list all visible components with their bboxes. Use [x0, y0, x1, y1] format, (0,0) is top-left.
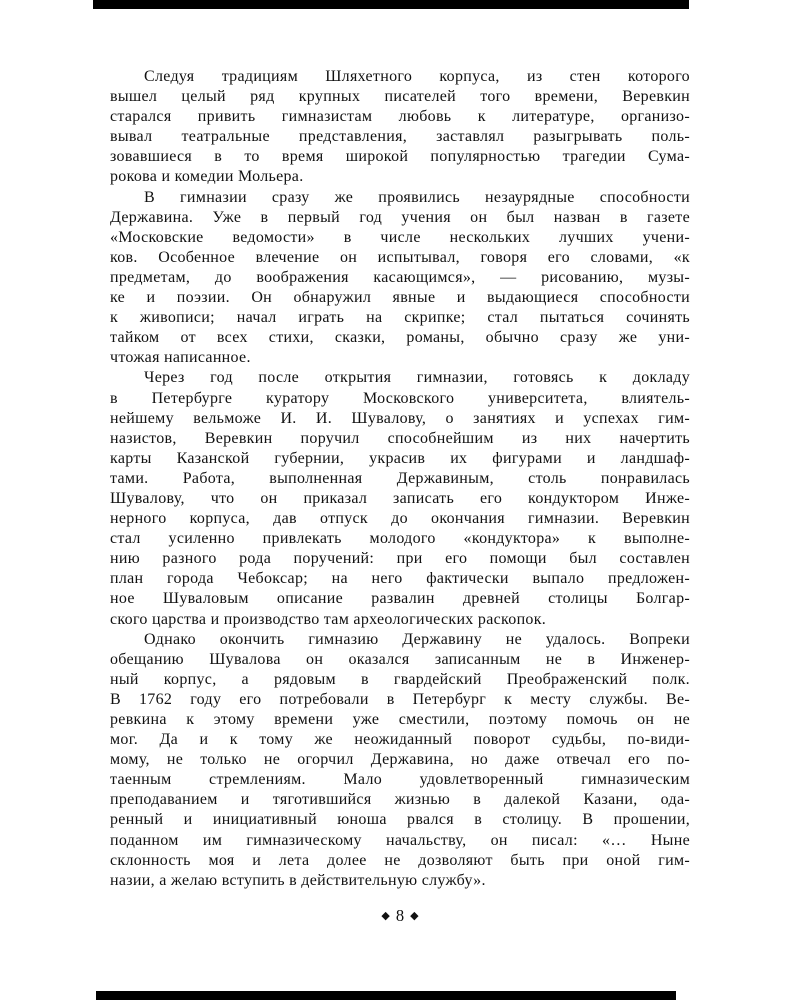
text-line: Шувалову, что он приказал записать его кондуктором Инже-	[110, 489, 690, 507]
text-line: ке и поэзии. Он обнаружил явные и выдающиеся способности	[110, 289, 690, 307]
text-line: Следуя традициям Шляхетного корпуса, из стен которого	[144, 68, 690, 85]
text-line: ского царства и производство там археологических раскопок.	[110, 610, 547, 628]
text-line: поданном им гимназическому начальству, он писал: «… Ныне	[110, 831, 690, 849]
text-line: Державина. Уже в первый год учения он был назван в газете	[110, 208, 690, 226]
text-line: рокова и комедии Мольера.	[110, 168, 304, 186]
text-line: план города Чебоксар; на него фактически выпало предложен-	[110, 570, 690, 588]
scan-artifact-bottom	[96, 991, 676, 1000]
text-line: нию разного рода поручений: при его помощи был составлен	[110, 550, 690, 568]
footer-ornament-right: ◆	[410, 910, 419, 922]
page-text	[110, 67, 690, 891]
text-line: ков. Особенное влечение он испытывал, говоря его словами, «к	[110, 248, 690, 266]
text-line: обещанию Шувалова он оказался записанным не в Инженер-	[110, 650, 690, 668]
text-line: в Петербурге куратору Московского университета, влиятель-	[110, 389, 690, 407]
text-line: тами. Работа, выполненная Державиным, столь понравилась	[110, 469, 690, 487]
text-line: вышел целый ряд крупных писателей того времени, Веревкин	[110, 88, 690, 106]
text-line: ный корпус, а рядовым в гвардейский Преображенский полк.	[110, 670, 690, 688]
scan-artifact-top	[93, 0, 689, 9]
text-line: предметам, до воображения касающимся», — рисованию, музы-	[110, 268, 690, 286]
footer-ornament-left: ◆	[381, 910, 390, 922]
text-line: ное Шуваловым описание развалин древней столицы Болгар-	[110, 590, 690, 608]
text-line: карты Казанской губернии, украсив их фигурами и ландшаф-	[110, 449, 690, 467]
text-line: старался привить гимназистам любовь к литературе, организо-	[110, 108, 690, 126]
text-line: чтожая написанное.	[110, 349, 251, 367]
text-line: мому, не только не огорчил Державина, но даже отвечал его по-	[110, 751, 690, 769]
text-line: преподаванием и тяготившийся жизнью в далекой Казани, ода-	[110, 791, 690, 809]
text-line: ренный и инициативный юноша рвался в столицу. В прошении,	[110, 811, 690, 829]
text-line: назии, а желаю вступить в действительную службу».	[110, 871, 486, 889]
text-line: В гимназии сразу же проявились незаурядные способности	[144, 188, 690, 206]
text-line: вывал театральные представления, заставлял разыгрывать поль-	[110, 128, 690, 146]
page-footer	[0, 906, 800, 926]
text-line: назистов, Веревкин поручил способнейшим из них начертить	[110, 429, 690, 447]
text-line: ревкина к этому времени уже сместили, поэтому помочь он не	[110, 711, 690, 728]
text-line: тайком от всех стихи, сказки, романы, обычно сразу же уни-	[110, 329, 690, 347]
text-line: склонность моя и лета долее не дозволяют быть при оной гим-	[110, 851, 690, 869]
text-line: «Московские ведомости» в числе нескольких лучших учени-	[110, 228, 690, 246]
text-line: зовавшиеся в то время широкой популярностью трагедии Сума-	[110, 148, 690, 166]
text-line: к живописи; начал играть на скрипке; стал пытаться сочинять	[110, 309, 690, 327]
text-line: нерного корпуса, дав отпуск до окончания гимназии. Веревкин	[110, 510, 690, 528]
text-line: таенным стремлениям. Мало удовлетворенный гимназическим	[110, 771, 690, 789]
text-line: мог. Да и к тому же неожиданный поворот судьбы, по-види-	[110, 731, 690, 749]
text-line: В 1762 году его потребовали в Петербург к месту службы. Ве-	[110, 690, 690, 708]
text-line: стал усиленно привлекать молодого «кондуктора» к выполне-	[110, 530, 690, 548]
page-number: 8	[395, 906, 405, 925]
text-line: Однако окончить гимназию Державину не удалось. Вопреки	[144, 630, 690, 648]
text-line: Через год после открытия гимназии, готовясь к докладу	[144, 369, 690, 387]
text-line: нейшему вельможе И. И. Шувалову, о занятиях и успехах гим-	[110, 409, 690, 427]
